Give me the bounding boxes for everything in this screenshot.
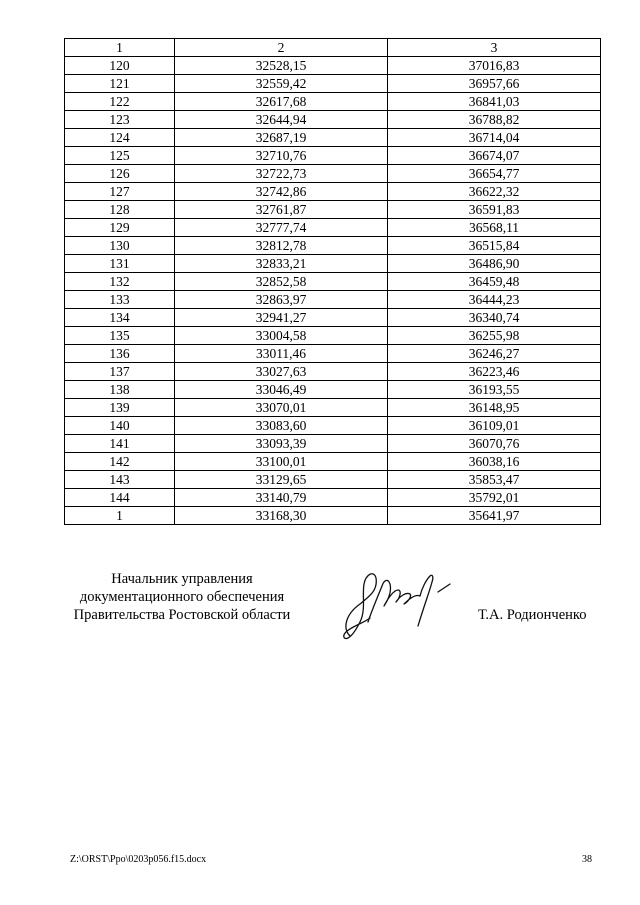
x-coordinate-cell: 32687,19 bbox=[175, 129, 388, 147]
point-number-cell: 128 bbox=[65, 201, 175, 219]
point-number-cell: 140 bbox=[65, 417, 175, 435]
point-number-cell: 124 bbox=[65, 129, 175, 147]
x-coordinate-cell: 32941,27 bbox=[175, 309, 388, 327]
handwritten-signature bbox=[338, 566, 456, 646]
signer-name: Т.А. Родионченко bbox=[478, 607, 587, 623]
y-coordinate-cell: 36038,16 bbox=[388, 453, 601, 471]
point-number-cell: 144 bbox=[65, 489, 175, 507]
point-number-cell: 121 bbox=[65, 75, 175, 93]
y-coordinate-cell: 36255,98 bbox=[388, 327, 601, 345]
table-row bbox=[65, 273, 601, 291]
x-coordinate-cell: 32722,73 bbox=[175, 165, 388, 183]
point-number-cell: 130 bbox=[65, 237, 175, 255]
y-coordinate-cell: 36674,07 bbox=[388, 147, 601, 165]
x-coordinate-cell: 33100,01 bbox=[175, 453, 388, 471]
point-number-cell: 139 bbox=[65, 399, 175, 417]
point-number-cell: 123 bbox=[65, 111, 175, 129]
table-row bbox=[65, 507, 601, 525]
x-coordinate-cell: 33011,46 bbox=[175, 345, 388, 363]
y-coordinate-cell: 36591,83 bbox=[388, 201, 601, 219]
y-coordinate-cell: 36340,74 bbox=[388, 309, 601, 327]
position-line: документационного обеспечения bbox=[79, 589, 285, 605]
point-number-cell: 143 bbox=[65, 471, 175, 489]
x-coordinate-cell: 33004,58 bbox=[175, 327, 388, 345]
table-row bbox=[65, 489, 601, 507]
point-number-cell: 131 bbox=[65, 255, 175, 273]
point-number-cell: 142 bbox=[65, 453, 175, 471]
column-header-1: 1 bbox=[65, 39, 175, 57]
table-row bbox=[65, 399, 601, 417]
point-number-cell: 135 bbox=[65, 327, 175, 345]
table-row bbox=[65, 309, 601, 327]
table-row bbox=[65, 111, 601, 129]
x-coordinate-cell: 33168,30 bbox=[175, 507, 388, 525]
table-row bbox=[65, 201, 601, 219]
signatory-position bbox=[66, 570, 298, 624]
table-row bbox=[65, 381, 601, 399]
x-coordinate-cell: 32812,78 bbox=[175, 237, 388, 255]
table-row bbox=[65, 435, 601, 453]
x-coordinate-cell: 32863,97 bbox=[175, 291, 388, 309]
y-coordinate-cell: 36223,46 bbox=[388, 363, 601, 381]
x-coordinate-cell: 33083,60 bbox=[175, 417, 388, 435]
table-row bbox=[65, 345, 601, 363]
x-coordinate-cell: 33027,63 bbox=[175, 363, 388, 381]
table-body bbox=[65, 57, 601, 525]
point-number-cell: 132 bbox=[65, 273, 175, 291]
y-coordinate-cell: 36654,77 bbox=[388, 165, 601, 183]
x-coordinate-cell: 32833,21 bbox=[175, 255, 388, 273]
table-row bbox=[65, 147, 601, 165]
x-coordinate-cell: 32644,94 bbox=[175, 111, 388, 129]
table-row bbox=[65, 471, 601, 489]
y-coordinate-cell: 36515,84 bbox=[388, 237, 601, 255]
table-row bbox=[65, 255, 601, 273]
x-coordinate-cell: 33129,65 bbox=[175, 471, 388, 489]
table-row bbox=[65, 129, 601, 147]
y-coordinate-cell: 36070,76 bbox=[388, 435, 601, 453]
point-number-cell: 138 bbox=[65, 381, 175, 399]
y-coordinate-cell: 36957,66 bbox=[388, 75, 601, 93]
y-coordinate-cell: 36568,11 bbox=[388, 219, 601, 237]
table-row bbox=[65, 93, 601, 111]
x-coordinate-cell: 32528,15 bbox=[175, 57, 388, 75]
page-number: 38 bbox=[582, 854, 592, 865]
point-number-cell: 133 bbox=[65, 291, 175, 309]
table-row bbox=[65, 165, 601, 183]
y-coordinate-cell: 36246,27 bbox=[388, 345, 601, 363]
x-coordinate-cell: 32742,86 bbox=[175, 183, 388, 201]
point-number-cell: 120 bbox=[65, 57, 175, 75]
coordinates-table bbox=[64, 38, 601, 525]
table-row bbox=[65, 75, 601, 93]
table-row bbox=[65, 363, 601, 381]
table-row bbox=[65, 417, 601, 435]
y-coordinate-cell: 36788,82 bbox=[388, 111, 601, 129]
table-row bbox=[65, 453, 601, 471]
x-coordinate-cell: 32559,42 bbox=[175, 75, 388, 93]
y-coordinate-cell: 36193,55 bbox=[388, 381, 601, 399]
x-coordinate-cell: 32761,87 bbox=[175, 201, 388, 219]
y-coordinate-cell: 36109,01 bbox=[388, 417, 601, 435]
x-coordinate-cell: 32777,74 bbox=[175, 219, 388, 237]
point-number-cell: 134 bbox=[65, 309, 175, 327]
y-coordinate-cell: 37016,83 bbox=[388, 57, 601, 75]
footer-file-path: Z:\ORST\Ppo\0203p056.f15.docx bbox=[70, 854, 207, 865]
column-header-2: 2 bbox=[175, 39, 388, 57]
point-number-cell: 122 bbox=[65, 93, 175, 111]
y-coordinate-cell: 36486,90 bbox=[388, 255, 601, 273]
y-coordinate-cell: 36148,95 bbox=[388, 399, 601, 417]
table-row bbox=[65, 183, 601, 201]
y-coordinate-cell: 36841,03 bbox=[388, 93, 601, 111]
point-number-cell: 141 bbox=[65, 435, 175, 453]
position-line: Правительства Ростовской области bbox=[73, 607, 291, 623]
point-number-cell: 137 bbox=[65, 363, 175, 381]
table-row bbox=[65, 291, 601, 309]
x-coordinate-cell: 33046,49 bbox=[175, 381, 388, 399]
point-number-cell: 136 bbox=[65, 345, 175, 363]
table-header-row bbox=[65, 39, 601, 57]
y-coordinate-cell: 36622,32 bbox=[388, 183, 601, 201]
y-coordinate-cell: 35641,97 bbox=[388, 507, 601, 525]
x-coordinate-cell: 32852,58 bbox=[175, 273, 388, 291]
y-coordinate-cell: 36714,04 bbox=[388, 129, 601, 147]
point-number-cell: 1 bbox=[65, 507, 175, 525]
table-row bbox=[65, 219, 601, 237]
x-coordinate-cell: 33093,39 bbox=[175, 435, 388, 453]
y-coordinate-cell: 36459,48 bbox=[388, 273, 601, 291]
point-number-cell: 127 bbox=[65, 183, 175, 201]
position-line: Начальник управления bbox=[111, 571, 253, 587]
y-coordinate-cell: 36444,23 bbox=[388, 291, 601, 309]
y-coordinate-cell: 35792,01 bbox=[388, 489, 601, 507]
y-coordinate-cell: 35853,47 bbox=[388, 471, 601, 489]
column-header-3: 3 bbox=[388, 39, 601, 57]
point-number-cell: 125 bbox=[65, 147, 175, 165]
x-coordinate-cell: 33070,01 bbox=[175, 399, 388, 417]
table-row bbox=[65, 57, 601, 75]
table-row bbox=[65, 237, 601, 255]
x-coordinate-cell: 32710,76 bbox=[175, 147, 388, 165]
point-number-cell: 129 bbox=[65, 219, 175, 237]
point-number-cell: 126 bbox=[65, 165, 175, 183]
x-coordinate-cell: 32617,68 bbox=[175, 93, 388, 111]
table-row bbox=[65, 327, 601, 345]
x-coordinate-cell: 33140,79 bbox=[175, 489, 388, 507]
